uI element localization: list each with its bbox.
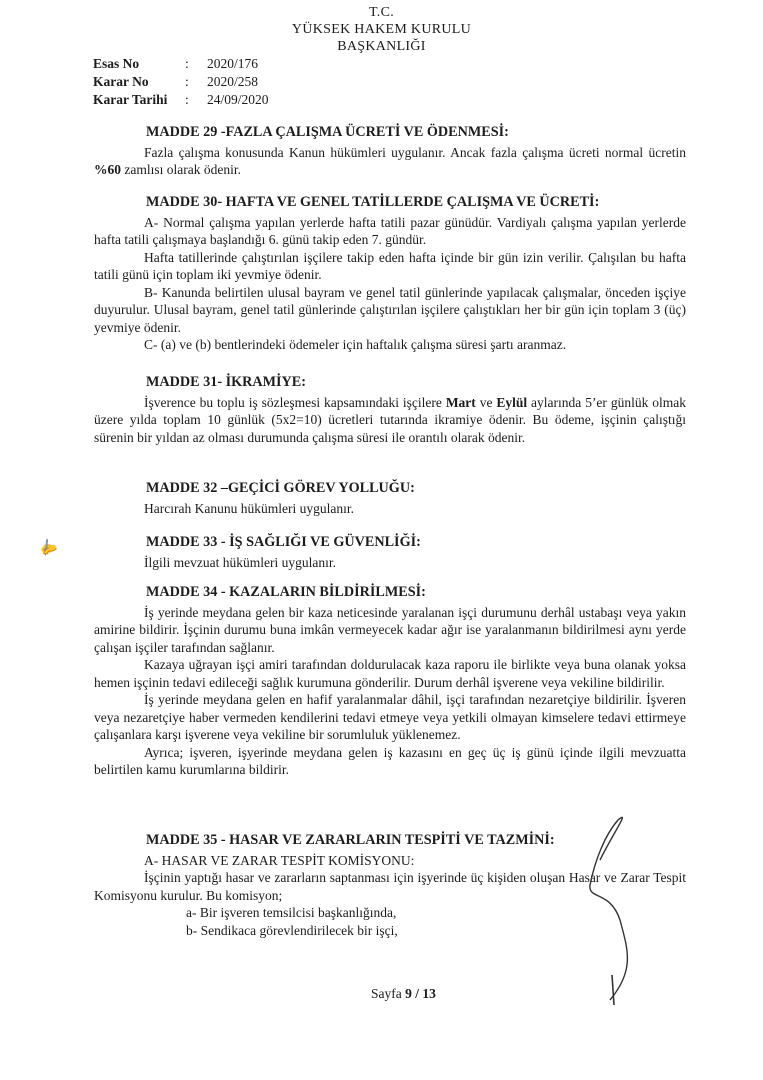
meta-row-tarih xyxy=(93,91,269,109)
text-run-bold: Eylül xyxy=(496,394,528,410)
document-header xyxy=(0,0,763,55)
meta-label: Karar Tarihi xyxy=(93,92,168,107)
header-tc: T.C. xyxy=(368,5,395,20)
meta-row-esas xyxy=(93,55,269,73)
header-presidency: BAŞKANLIĞI xyxy=(337,39,426,54)
article-paragraph: Ayrıca; işveren, işyerinde meydana gelen iş kazasını en geç üç iş günü içinde ilgili mevzuatta belirtilen kamu kurumlarına bildirir. xyxy=(94,744,686,777)
meta-colon: : xyxy=(185,56,189,71)
article-title: MADDE 33 - İŞ SAĞLIĞI VE GÜVENLİĞİ: xyxy=(146,534,421,550)
article-title: MADDE 31- İKRAMİYE: xyxy=(146,374,306,390)
meta-value: 2020/258 xyxy=(207,74,259,89)
article-34 xyxy=(94,584,686,779)
article-31 xyxy=(94,374,686,446)
page-prefix: Sayfa xyxy=(371,986,406,1001)
article-title: MADDE 35 - HASAR VE ZARARLARIN TESPİTİ VE TAZMİNİ: xyxy=(146,832,555,848)
text-run: zamlısı olarak ödenir. xyxy=(121,162,241,177)
list-item: a- Bir işveren temsilcisi başkanlığında, xyxy=(186,905,397,920)
article-paragraph: İşçinin yaptığı hasar ve zararların saptanması için işyerinde üç kişiden oluşan Hasar ve Zarar Tespit Komisyonu kurulur. Bu komisyon; xyxy=(94,870,686,903)
case-metadata xyxy=(93,55,269,109)
meta-value: 2020/176 xyxy=(207,56,259,71)
article-paragraph: Kazaya uğrayan işçi amiri tarafından doldurulacak kaza raporu ile birlikte veya buna olanak yoksa hemen işçinin tedavi edileceği sağlık kurumuna gönderilir. Durum derhâl işverene veya vekiline bildirilir. xyxy=(94,657,686,690)
article-paragraph: İş yerinde meydana gelen bir kaza neticesinde yaralanan işçi durumunu derhâl ustabaşı veya yakın amirine bildirir. İşçinin durumu buna imkân vermeyecek kadar ağır ise yaralanmanın bildirilmesi aynı yerde çalışan işçiler tarafından sağlanır. xyxy=(94,604,686,655)
article-subheading: A- HASAR VE ZARAR TESPİT KOMİSYONU: xyxy=(144,852,415,868)
page-footer xyxy=(371,986,436,1002)
article-paragraph xyxy=(94,144,686,179)
text-run: ve xyxy=(475,394,497,410)
article-paragraph: Harcırah Kanunu hükümleri uygulanır. xyxy=(144,500,354,516)
meta-label: Esas No xyxy=(93,56,140,71)
article-title: MADDE 30- HAFTA VE GENEL TATİLLERDE ÇALIŞMA VE ÜCRETİ: xyxy=(146,194,600,210)
text-run-bold: Mart xyxy=(445,394,476,410)
article-title: MADDE 32 –GEÇİCİ GÖREV YOLLUĞU: xyxy=(146,480,415,496)
meta-colon: : xyxy=(185,74,189,89)
article-paragraph: A- Normal çalışma yapılan yerlerde hafta tatili pazar günüdür. Vardiyalı çalışma yapılan yerlerde hafta tatili çalışmaya başlandığı 6. günü takip eden 7. gündür. xyxy=(94,214,686,247)
text-run: İşverence bu toplu iş sözleşmesi kapsamındaki işçilere xyxy=(144,394,446,410)
article-paragraph: İş yerinde meydana gelen en hafif yaralanmalar dâhil, işçi tarafından nezaretçiye bildirilir. İşveren veya nezaretçiye haber vermeden kendilerini tedavi etmeye veya yetkili olmayan kimselere tedavi ettirmeye çalışanlara karşı işverene veya vekiline bir sorumluluk yüklenemez. xyxy=(94,692,686,742)
header-court-name: YÜKSEK HAKEM KURULU xyxy=(291,22,472,37)
article-paragraph: İlgili mevzuat hükümleri uygulanır. xyxy=(144,554,336,570)
meta-value: 24/09/2020 xyxy=(207,92,269,107)
meta-colon: : xyxy=(185,92,189,107)
article-paragraph xyxy=(94,394,686,447)
article-title: MADDE 34 - KAZALARIN BİLDİRİLMESİ: xyxy=(146,584,426,600)
article-29 xyxy=(94,124,686,179)
signature-icon xyxy=(540,800,660,1030)
article-paragraph: C- (a) ve (b) bentlerindeki ödemeler için haftalık çalışma süresi şartı aranmaz. xyxy=(144,337,567,352)
article-30 xyxy=(94,194,686,354)
article-paragraph: B- Kanunda belirtilen ulusal bayram ve genel tatil günlerinde yapılacak çalışmalar, önceden işçiye duyurulur. Ulusal bayram, genel tatil günlerinde çalıştırılan işçilere çalıştıkları her bir gün için toplam 3 (üç) yevmiye ödenir. xyxy=(94,284,686,335)
page-number: 9 / 13 xyxy=(405,986,436,1001)
article-33 xyxy=(94,534,686,571)
article-title: MADDE 29 -FAZLA ÇALIŞMA ÜCRETİ VE ÖDENMESİ: xyxy=(146,124,509,140)
article-32 xyxy=(94,480,686,517)
text-run: aylarında 5’er günlük olmak üzere yılda toplam 10 günlük (5x2=10) ücretleri tutarında ikramiye ödenir. Bu ödeme, işçinin çalıştığı sürenin bir yıldan az olması durumunda çalışma süresi ile orantılı olarak ödenir. xyxy=(94,394,686,445)
article-paragraph: Hafta tatillerinde çalıştırılan işçilere takip eden hafta içinde bir gün izin verilir. Çalışılan bu hafta tatili günü için toplam iki yevmiye ödenir. xyxy=(94,249,686,282)
text-run: Fazla çalışma konusunda Kanun hükümleri uygulanır. Ancak fazla çalışma ücreti normal ücretin xyxy=(144,144,686,160)
meta-row-karar xyxy=(93,73,269,91)
margin-mark-icon: ✍ xyxy=(37,537,61,560)
text-run-bold: %60 xyxy=(94,162,121,177)
list-item: b- Sendikaca görevlendirilecek bir işçi, xyxy=(186,922,398,938)
meta-label: Karar No xyxy=(93,74,149,89)
